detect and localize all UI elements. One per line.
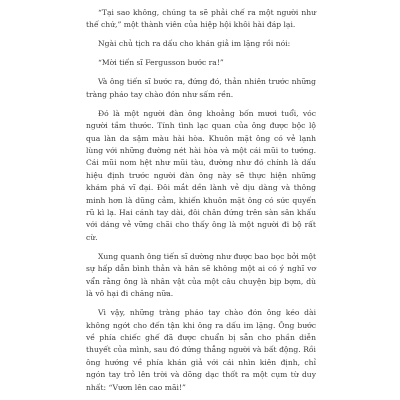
paragraph-1: “Tại sao không, chúng ta sẽ phải chế ra một người như thế chứ,” một thành viên của hiệp hội khôi hài đáp lại. (86, 8, 316, 30)
paragraph-6: Xung quanh ông tiến sĩ dường như được bao bọc bởi một sự hấp dẫn bình thản và hân sẽ không một ai có ý nghĩ vơ vẩn rằng ông là nhân vật của một câu chuyện bịp bợm, dù là vô hại đi chăng nữa. (86, 251, 317, 299)
paragraph-4: Và ông tiến sĩ bước ra, đứng đó, thản nhiên trước những tràng pháo tay chào đón như sấm rền. (86, 77, 316, 99)
paragraph-3: “Mời tiến sĩ Fergusson bước ra!” (98, 58, 224, 68)
body-text (86, 0, 316, 400)
paragraph-5: Đó là một người đàn ông khoảng bốn mươi tuổi, vóc người tầm thước. Tính tình lạc quan của ông được bộc lộ qua làn da sậm màu hài hòa. Khuôn mặt ông có vẻ lạnh lùng với những đường nét hài hòa và một cái mũi to tướng. Cái mũi nom hệt như mũi tàu, đường như đó chính là dấu hiệu định trước người đàn ông này sẽ thực hiện những khám phá vĩ đại. Đôi mắt dền lành vẻ dịu dàng và thông minh hơn là dũng cảm, khiến khuôn mặt ông có sức quyến rũ kì lạ. Hai cánh tay dài, đôi chân đứng trên sàn sân khấu với dáng vẻ vững chãi cho thấy ông là một người đi bộ rất cừ. (86, 108, 316, 242)
paragraph-7: Vì vậy, những tràng pháo tay chào đón ông kéo dài không ngớt cho đến tận khi ông ra dấu im lặng. Ông bước về phía chiếc ghế đã được chuẩn bị sẵn cho phần diễn thuyết của mình, sau đó đứng thẳng người và bất động. Rồi ông hướng về phía khán giả với cái nhìn kiên định, chỉ ngón tay trỏ lên trời và dõng dạc thốt ra một cụm từ duy nhất: “Vươn lên cao mãi!” (86, 308, 316, 392)
paragraph-2: Ngài chủ tịch ra dấu cho khán giả im lặng rồi nói: (98, 39, 291, 49)
